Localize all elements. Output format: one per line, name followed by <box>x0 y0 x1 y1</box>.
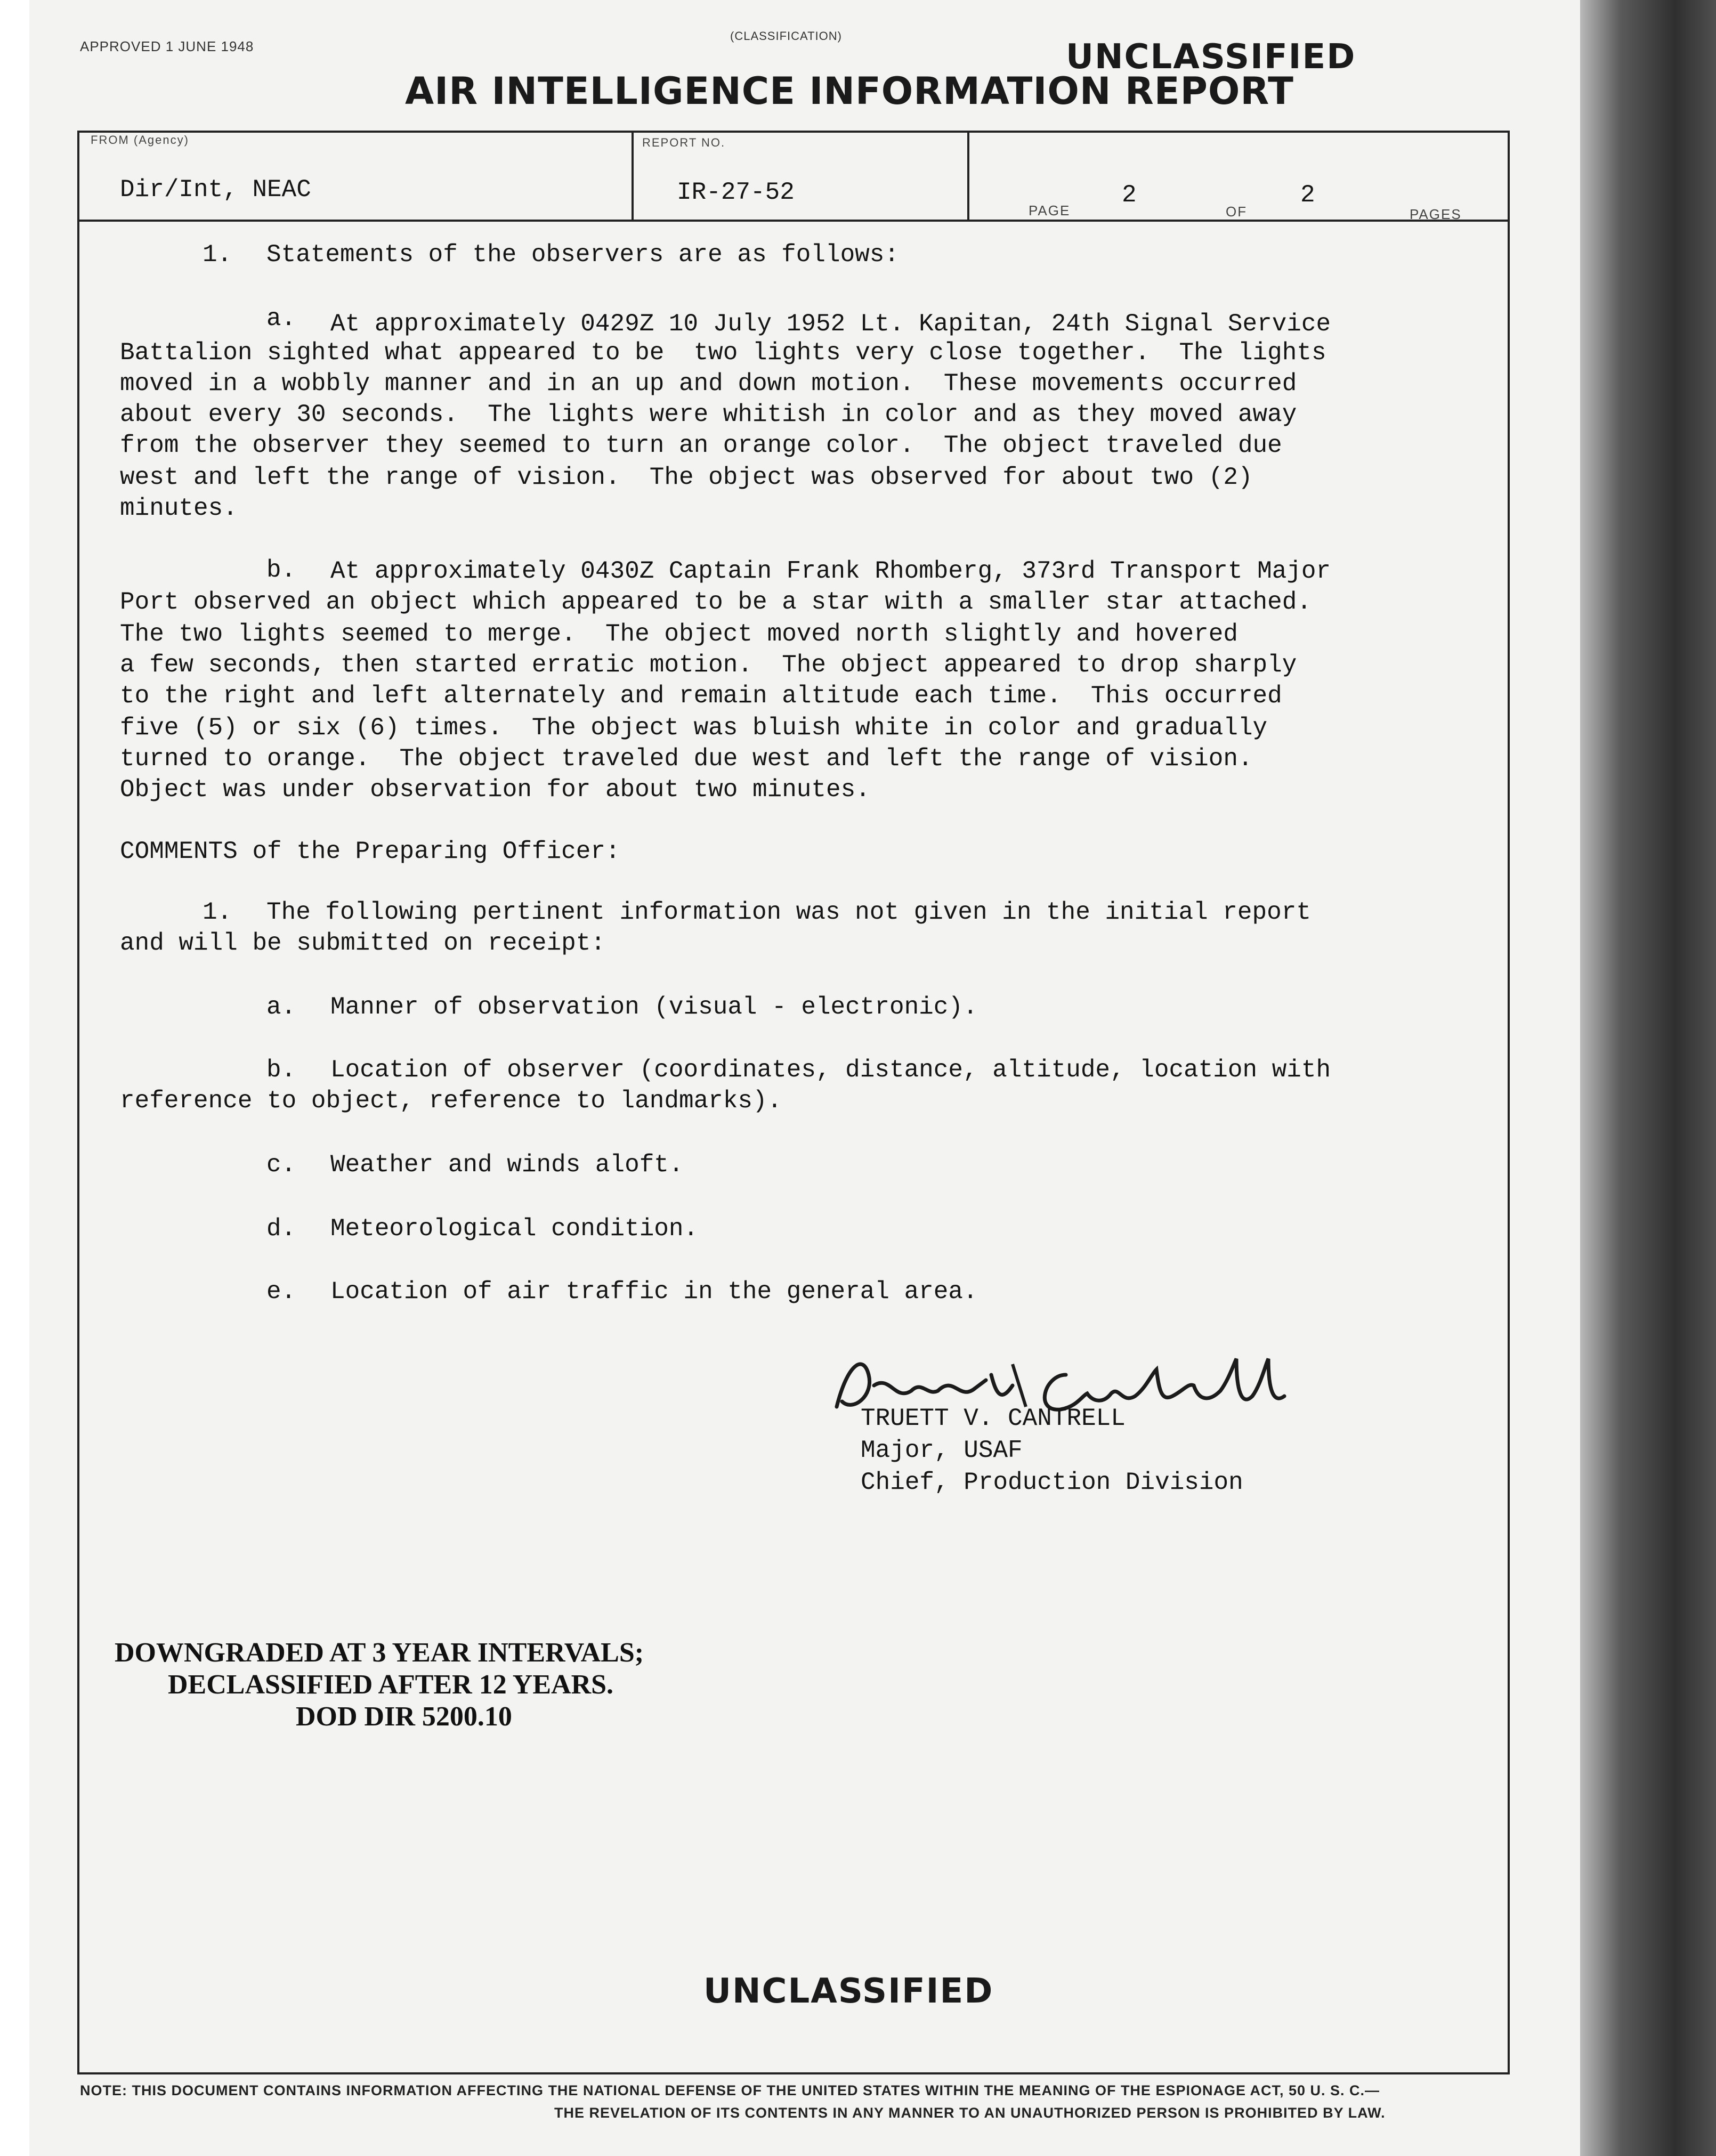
item-b-label: b. <box>266 556 296 584</box>
comment-1-number: 1. <box>203 898 232 926</box>
item-a-line-3: moved in a wobbly manner and in an up and down motion. These movements occurred <box>120 370 1297 398</box>
from-label: FROM (Agency) <box>91 133 189 147</box>
item-b-line-5: to the right and left alternately and remain altitude each time. This occurred <box>120 682 1282 710</box>
report-no-label: REPORT NO. <box>642 136 726 149</box>
item-b-line-3: The two lights seemed to merge. The object moved north slightly and hovered <box>120 620 1238 648</box>
scan-edge <box>1580 0 1716 2156</box>
comment-c-label: c. <box>266 1151 296 1179</box>
of-label: OF <box>1226 204 1248 220</box>
comment-b-text: Location of observer (coordinates, distance, altitude, location with <box>330 1056 1331 1084</box>
item-a-line-5: from the observer they seemed to turn an orange color. The object traveled due <box>120 432 1282 459</box>
item-a-line-4: about every 30 seconds. The lights were whitish in color and as they moved away <box>120 401 1297 428</box>
footer-note-line-2: THE REVELATION OF ITS CONTENTS IN ANY MANNER TO AN UNAUTHORIZED PERSON IS PROHIBITED BY LAW. <box>554 2105 1386 2121</box>
page-value: 2 <box>1122 181 1137 209</box>
item1-text: Statements of the observers are as follows: <box>266 241 899 269</box>
header-divider-2 <box>967 131 969 220</box>
comment-e-label: e. <box>266 1278 296 1306</box>
report-title: AIR INTELLIGENCE INFORMATION REPORT <box>405 69 1294 113</box>
item-b-line-7: turned to orange. The object traveled due west and left the range of vision. <box>120 745 1253 773</box>
item-a-label: a. <box>266 305 296 333</box>
comment-e-text: Location of air traffic in the general area. <box>330 1278 978 1306</box>
page-label: PAGE <box>1029 202 1071 218</box>
downgrade-stamp-line-2: DECLASSIFIED AFTER 12 YEARS. <box>168 1669 614 1700</box>
comment-1-line-2: and will be submitted on receipt: <box>120 929 605 957</box>
signature-rank: Major, USAF <box>861 1437 1023 1464</box>
downgrade-stamp-line-3: DOD DIR 5200.10 <box>296 1701 512 1732</box>
comment-b-cont: reference to object, reference to landmarks). <box>120 1087 782 1115</box>
from-value: Dir/Int, NEAC <box>120 176 311 204</box>
comment-d-text: Meteorological condition. <box>330 1215 699 1243</box>
item-b-line-1: At approximately 0430Z Captain Frank Rhomberg, 373rd Transport Major <box>330 557 1331 585</box>
comment-1-line-1: The following pertinent information was not given in the initial report <box>266 898 1311 926</box>
signature-title: Chief, Production Division <box>861 1469 1243 1496</box>
pages-label: PAGES <box>1410 206 1462 222</box>
form-approved: APPROVED 1 JUNE 1948 <box>80 38 254 54</box>
downgrade-stamp-line-1: DOWNGRADED AT 3 YEAR INTERVALS; <box>115 1638 644 1668</box>
item-a-line-2: Battalion sighted what appeared to be two lights very close together. The lights <box>120 339 1326 367</box>
comment-c-text: Weather and winds aloft. <box>330 1151 684 1179</box>
classification-bottom: UNCLASSIFIED <box>703 1972 994 2011</box>
of-value: 2 <box>1300 181 1315 209</box>
header-divider <box>77 220 1508 222</box>
header-divider-1 <box>632 131 634 220</box>
item-b-line-4: a few seconds, then started erratic motion. The object appeared to drop sharply <box>120 651 1297 679</box>
item-b-line-8: Object was under observation for about two minutes. <box>120 776 870 804</box>
item1-number: 1. <box>203 241 232 269</box>
comment-a-text: Manner of observation (visual - electronic). <box>330 993 978 1021</box>
item-b-line-2: Port observed an object which appeared to be a star with a smaller star attached. <box>120 588 1312 616</box>
signature-name: TRUETT V. CANTRELL <box>861 1405 1126 1432</box>
comment-b-label: b. <box>266 1056 296 1084</box>
footer-note-line-1: NOTE: THIS DOCUMENT CONTAINS INFORMATION AFFECTING THE NATIONAL DEFENSE OF THE UNITED STATES WITHIN THE MEANING OF THE ESPIONAGE ACT, 50 U. S. C.— <box>80 2082 1380 2098</box>
item-a-line-1: At approximately 0429Z 10 July 1952 Lt. Kapitan, 24th Signal Service <box>330 310 1331 338</box>
comment-d-label: d. <box>266 1215 296 1243</box>
report-no-value: IR-27-52 <box>677 179 795 206</box>
item-a-line-6: west and left the range of vision. The object was observed for about two (2) <box>120 464 1253 491</box>
item-b-line-6: five (5) or six (6) times. The object was bluish white in color and gradually <box>120 714 1268 742</box>
classification-label: (CLASSIFICATION) <box>730 29 842 43</box>
comment-a-label: a. <box>266 993 296 1021</box>
comments-heading: COMMENTS of the Preparing Officer: <box>120 838 620 865</box>
classification-top: UNCLASSIFIED <box>1066 37 1356 77</box>
item-a-line-7: minutes. <box>120 495 238 522</box>
